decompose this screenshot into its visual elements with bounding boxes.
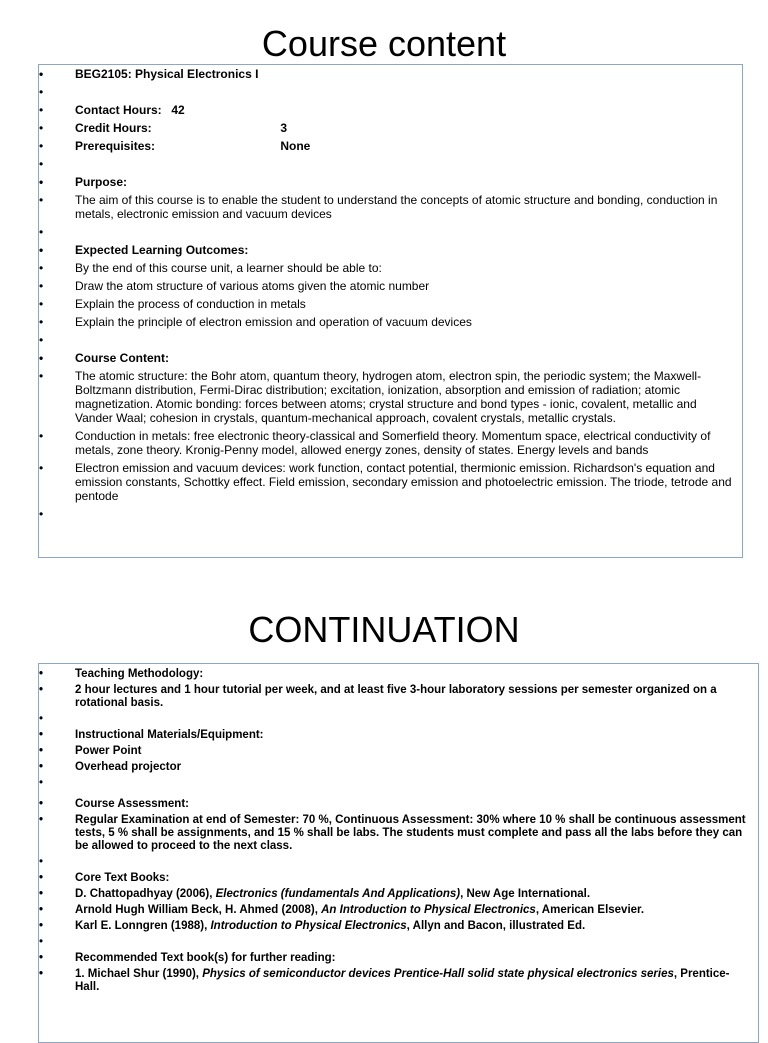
list-item <box>75 85 734 99</box>
list-item: • BEG2105: Physical Electronics I <box>75 67 734 81</box>
content-item: • Electron emission and vacuum devices: work function, contact potential, thermionic emission. Richardson's equation and emission constants, Schottky effect. Field emission, secondary emission and photoelectric emission. The triode, tetrode and pentode <box>75 461 734 503</box>
credit-hours-label: Credit Hours: <box>75 121 152 135</box>
slide-title: CONTINUATION <box>248 609 520 650</box>
course-content-box <box>38 64 743 558</box>
book-author: Karl E. Lonngren (1988), <box>75 920 211 932</box>
assessment-text: • Regular Examination at end of Semester: 70 %, Continuous Assessment: 30% where 10 % shall be continuous assessment tests, 5 % shall be assignments, and 15 % shall be labs. The students must complete and pass all the labs before they can be allowed to proceed to the next class. <box>75 814 750 853</box>
list-item <box>75 225 734 239</box>
list-item <box>75 139 734 153</box>
contact-hours-label: Contact Hours: <box>75 103 162 117</box>
book-publisher: , American Elsevier. <box>535 904 645 916</box>
outcomes-heading: • Expected Learning Outcomes: <box>75 243 734 257</box>
list-item <box>75 333 734 347</box>
recommended-heading: • Recommended Text book(s) for further reading: <box>75 952 750 965</box>
outcome-item: • Explain the principle of electron emission and operation of vacuum devices <box>75 315 734 329</box>
teaching-text: • 2 hour lectures and 1 hour tutorial per week, and at least five 3-hour laboratory sessions per semester organized on a rotational basis. <box>75 684 750 710</box>
course-content-heading: • Course Content: <box>75 351 734 365</box>
book-item <box>75 888 750 901</box>
purpose-heading: • Purpose: <box>75 175 734 189</box>
core-books-heading: • Core Text Books: <box>75 872 750 885</box>
book-item <box>75 920 750 933</box>
book-author: Arnold Hugh William Beck, H. Ahmed (2008), <box>75 904 322 916</box>
outcome-item: • Explain the process of conduction in metals <box>75 297 734 311</box>
content-item: • The atomic structure: the Bohr atom, quantum theory, hydrogen atom, electron spin, the periodic system; the Maxwell-Boltzmann distribution, Fermi-Dirac distribution; excitation, ionization, absorption and emission of radiation; atomic magnetization. Atomic bonding: forces between atoms; crystal structure and bond types - ionic, covalent, metallic and Vander Waal; cohesion in crystals, quantum-mechanical approach, covalent crystals, metallic crystals. <box>75 369 734 425</box>
credit-hours-value: 3 <box>280 121 288 135</box>
list-item <box>75 103 734 117</box>
book-title: Physics of semiconductor devices Prentice-Hall solid state physical electronics series <box>202 968 674 980</box>
list-item <box>75 936 750 949</box>
continuation-list <box>75 668 750 994</box>
book-title: An Introduction to Physical Electronics <box>321 904 536 916</box>
book-publisher: , New Age International. <box>460 888 591 900</box>
outcome-item: • By the end of this course unit, a learner should be able to: <box>75 261 734 275</box>
book-publisher: , Prentice-Hall. <box>75 968 730 993</box>
contact-hours-value: 42 <box>171 103 185 117</box>
content-item: • Conduction in metals: free electronic theory-classical and Somerfield theory. Momentum space, electrical conductivity of metals, zone theory. Kronig-Penny model, allowed energy zones, density of states. Energy levels and bands <box>75 429 734 457</box>
list-item <box>75 713 750 726</box>
book-title: Introduction to Physical Electronics <box>210 920 407 932</box>
material-item: • Overhead projector <box>75 761 750 774</box>
continuation-box <box>38 663 759 1043</box>
outcome-item: • Draw the atom structure of various atoms given the atomic number <box>75 279 734 293</box>
book-author: 1. Michael Shur (1990), <box>75 968 203 980</box>
material-item: • Power Point <box>75 745 750 758</box>
book-item <box>75 904 750 917</box>
list-item <box>75 121 734 135</box>
book-publisher: , Allyn and Bacon, illustrated Ed. <box>406 920 586 932</box>
assessment-heading: • Course Assessment: <box>75 798 750 811</box>
prerequisites-value: None <box>280 139 311 153</box>
book-title: Electronics (fundamentals And Applications) <box>215 888 461 900</box>
teaching-heading: • Teaching Methodology: <box>75 668 750 681</box>
course-content-list <box>75 67 734 521</box>
materials-heading: • Instructional Materials/Equipment: <box>75 729 750 742</box>
book-author: D. Chattopadhyay (2006), <box>75 888 216 900</box>
slide-title: Course content <box>261 23 507 64</box>
book-item <box>75 968 750 994</box>
list-item <box>75 157 734 171</box>
list-item <box>75 856 750 869</box>
purpose-text: • The aim of this course is to enable the student to understand the concepts of atomic structure and bonding, conduction in metals, electronic emission and vacuum devices <box>75 193 734 221</box>
prerequisites-label: Prerequisites: <box>75 139 156 153</box>
list-item <box>75 507 734 521</box>
